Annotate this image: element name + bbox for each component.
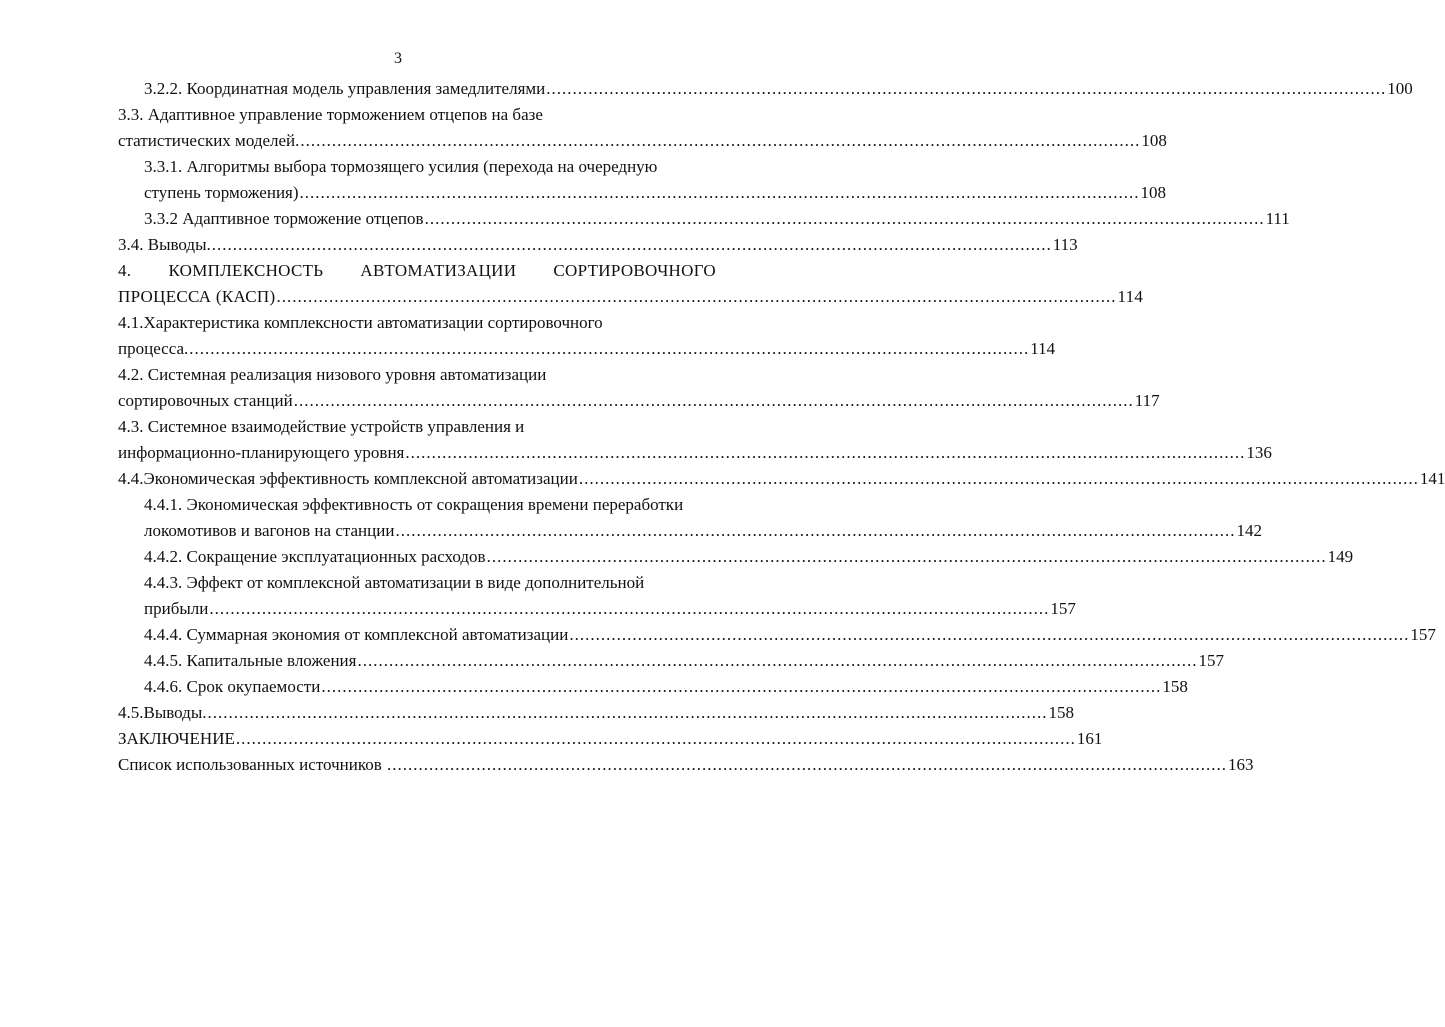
- toc-entry-page: 157: [1198, 651, 1224, 670]
- toc-entry-title-cont: процесса.: [118, 339, 189, 358]
- toc-entry-title-cont: локомотивов и вагонов на станции: [144, 521, 395, 540]
- toc-entry-4-5: [118, 700, 1075, 726]
- toc-entry-word: СОРТИРОВОЧНОГО: [553, 261, 716, 280]
- toc-entry-page: 161: [1076, 729, 1103, 748]
- toc-entry-page: 100: [1387, 79, 1413, 98]
- toc-entry-title-cont: ПРОЦЕССА (КАСП): [118, 287, 276, 306]
- toc-entry-page: 163: [1228, 755, 1254, 774]
- toc-entry-4-4-2: [144, 544, 1354, 570]
- toc-entry-3-3-1: [144, 154, 1167, 206]
- toc-entry-4-4-6: [144, 674, 1188, 700]
- dot-leader: ................................................................................................................................................................: [235, 729, 1076, 748]
- toc-entry-title: 4.4.5. Капитальные вложения: [144, 651, 357, 670]
- toc-entry-title: Список использованных источников: [118, 755, 386, 774]
- dot-leader: ................................................................................................................................................................: [405, 443, 1246, 462]
- toc-entry-title: 3.4. Выводы.: [118, 235, 211, 254]
- dot-leader: ................................................................................................................................................................: [569, 625, 1410, 644]
- toc-entry-4: [118, 258, 1144, 310]
- toc-entry-title: 3.3. Адаптивное управление торможением отцепов на базе: [118, 105, 543, 124]
- toc-entry-page: 136: [1246, 443, 1272, 462]
- toc-entry-title-cont: сортировочных станций: [118, 391, 293, 410]
- toc-entry-title: 4.1.Характеристика комплексности автоматизации сортировочного: [118, 313, 603, 332]
- dot-leader: ................................................................................................................................................................: [395, 521, 1236, 540]
- dot-leader: ................................................................................................................................................................: [211, 235, 1052, 254]
- toc-entry-4-4-3: [144, 570, 1076, 622]
- toc-entry-title: 4.2. Системная реализация низового уровня автоматизации: [118, 365, 547, 384]
- toc-entry-title-cont: информационно-планирующего уровня: [118, 443, 405, 462]
- toc-entry-page: 142: [1236, 521, 1262, 540]
- toc-entry-title: 4.4.Экономическая эффективность комплексной автоматизации: [118, 469, 578, 488]
- dot-leader: ................................................................................................................................................................: [189, 339, 1030, 358]
- dot-leader: ................................................................................................................................................................: [424, 209, 1265, 228]
- toc-entry-title-cont: ступень торможения): [144, 183, 299, 202]
- dot-leader: ................................................................................................................................................................: [276, 287, 1117, 306]
- toc-entry-3-2-2: [144, 76, 1413, 102]
- toc-entry-3-4: [118, 232, 1078, 258]
- dot-leader: ................................................................................................................................................................: [300, 131, 1141, 150]
- toc-entry-title: ЗАКЛЮЧЕНИЕ: [118, 729, 235, 748]
- dot-leader: ................................................................................................................................................................: [321, 677, 1162, 696]
- toc-entry-page: 157: [1050, 599, 1076, 618]
- toc-entry-4-4-4: [144, 622, 1436, 648]
- dot-leader: ................................................................................................................................................................: [578, 469, 1419, 488]
- dot-leader: ................................................................................................................................................................: [546, 79, 1387, 98]
- toc-entry-title: 4.3. Системное взаимодействие устройств управления и: [118, 417, 525, 436]
- toc-entry-title-cont: прибыли: [144, 599, 209, 618]
- toc-entry-title: 4.4.1. Экономическая эффективность от сокращения времени переработки: [144, 495, 684, 514]
- toc-entry-page: 157: [1410, 625, 1436, 644]
- toc-entry-references: [118, 752, 1254, 778]
- toc-entry-page: 111: [1265, 209, 1290, 228]
- toc-entry-4-4-5: [144, 648, 1224, 674]
- toc-entry-4-4: [118, 466, 1445, 492]
- toc-entry-page: 108: [1141, 131, 1167, 150]
- toc-entry-3-3-2: [144, 206, 1290, 232]
- toc-entry-title: 4.5.Выводы.: [118, 703, 207, 722]
- toc-entry-word: КОМПЛЕКСНОСТЬ: [168, 261, 324, 280]
- toc-entry-number: 4.: [118, 261, 132, 280]
- toc-entry-page: 149: [1327, 547, 1354, 566]
- toc-entry-title: 3.3.1. Алгоритмы выбора тормозящего усилия (перехода на очередную: [144, 157, 658, 176]
- toc-entry-page: 158: [1048, 703, 1075, 722]
- toc-entry-4-3: [118, 414, 1272, 466]
- toc-entry-word: АВТОМАТИЗАЦИИ: [360, 261, 517, 280]
- page-number: 3: [394, 50, 402, 67]
- toc-entry-4-2: [118, 362, 1160, 414]
- toc-entry-conclusion: [118, 726, 1103, 752]
- dot-leader: ................................................................................................................................................................: [387, 755, 1227, 774]
- toc-entry-title: 4.4.2. Сокращение эксплуатационных расходов: [144, 547, 486, 566]
- toc-entry-title-cont: статистических моделей.: [118, 131, 300, 150]
- toc-entry-title: 3.3.2 Адаптивное торможение отцепов: [144, 209, 424, 228]
- toc-entry-page: 113: [1052, 235, 1078, 254]
- dot-leader: ................................................................................................................................................................: [486, 547, 1327, 566]
- toc-entry-page: 141: [1419, 469, 1445, 488]
- toc-entry-page: 108: [1140, 183, 1167, 202]
- toc-entry-page: 117: [1134, 391, 1160, 410]
- toc-entry-title: 4.4.6. Срок окупаемости: [144, 677, 321, 696]
- dot-leader: ................................................................................................................................................................: [209, 599, 1050, 618]
- toc-entry-page: 114: [1117, 287, 1144, 306]
- toc-entry-4-4-1: [144, 492, 1262, 544]
- toc-entry-page: 114: [1030, 339, 1056, 358]
- dot-leader: ................................................................................................................................................................: [299, 183, 1140, 202]
- dot-leader: ................................................................................................................................................................: [207, 703, 1048, 722]
- toc-entry-3-3: [118, 102, 1167, 154]
- dot-leader: ................................................................................................................................................................: [357, 651, 1198, 670]
- toc-entry-title: 4.4.3. Эффект от комплексной автоматизации в виде дополнительной: [144, 573, 645, 592]
- toc-entry-title: 4.4.4. Суммарная экономия от комплексной автоматизации: [144, 625, 569, 644]
- toc-entry-title: 3.2.2. Координатная модель управления замедлителями: [144, 79, 546, 98]
- toc-entry-4-1: [118, 310, 1056, 362]
- toc-entry-page: 158: [1162, 677, 1188, 696]
- dot-leader: ................................................................................................................................................................: [293, 391, 1134, 410]
